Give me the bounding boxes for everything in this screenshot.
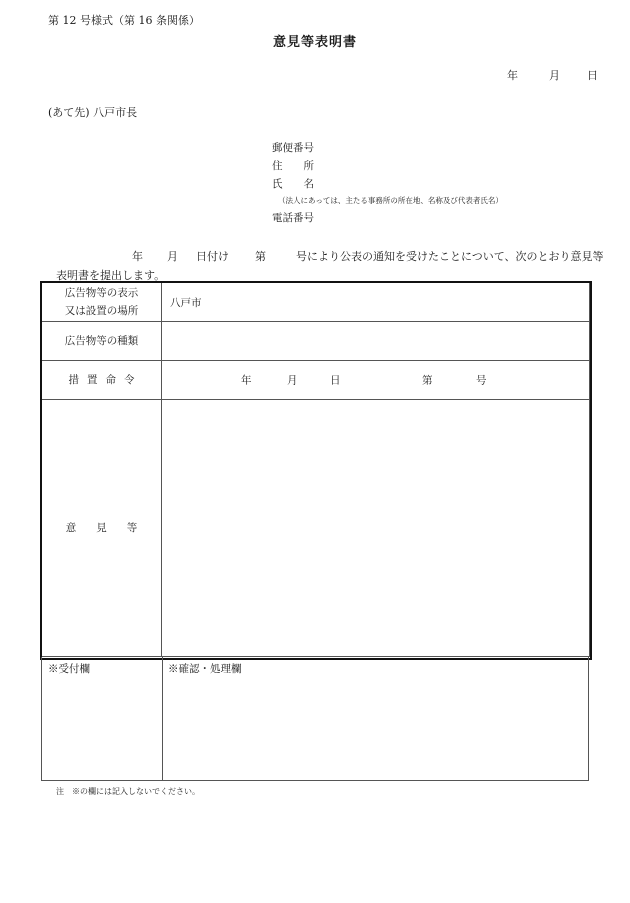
intro-line-2: 表明書を提出します。 xyxy=(56,269,166,282)
addressee: (あて先) 八戸市長 xyxy=(48,106,138,119)
location-row xyxy=(42,283,590,322)
intro-dated: 日付け xyxy=(196,250,229,263)
document-title: 意見等表明書 xyxy=(272,35,357,50)
submission-date xyxy=(507,67,598,83)
order-number-prefix: 第 xyxy=(422,374,433,387)
intro-rest: 号により公表の通知を受けたことについて、次のとおり意見等 xyxy=(296,250,604,263)
order-row xyxy=(42,361,590,400)
type-value-field[interactable] xyxy=(162,322,590,361)
order-number-suffix: 号 xyxy=(476,374,487,387)
office-use-divider xyxy=(162,657,163,780)
postal-code-label: 郵便番号 xyxy=(272,142,314,154)
intro-year: 年 xyxy=(132,250,143,263)
date-day: 日 xyxy=(587,69,598,82)
intro-number-prefix: 第 xyxy=(255,250,266,263)
location-label-line-1: 広告物等の表示 xyxy=(64,287,139,299)
location-value-field[interactable] xyxy=(162,283,590,322)
date-year: 年 xyxy=(507,69,518,82)
opinion-row xyxy=(42,400,590,657)
intro-paragraph xyxy=(56,247,604,285)
applicant-block xyxy=(272,139,503,227)
opinion-value-field[interactable] xyxy=(162,400,590,657)
location-label-cell xyxy=(42,283,162,322)
location-value: 八戸市 xyxy=(170,296,202,309)
office-use-area xyxy=(41,657,589,781)
intro-line-1 xyxy=(56,247,604,266)
type-label: 広告物等の種類 xyxy=(42,322,162,361)
intro-month: 月 xyxy=(167,250,178,263)
form-number: 第 12 号様式（第 16 条関係） xyxy=(48,14,200,27)
type-row xyxy=(42,322,590,361)
phone-label: 電話番号 xyxy=(272,212,314,224)
footnote: 注 ※の欄には記入しないでください。 xyxy=(56,787,200,796)
order-year: 年 xyxy=(241,374,252,387)
order-day: 日 xyxy=(330,374,341,387)
opinion-label: 意見等 xyxy=(42,400,162,657)
name-label: 氏 名 xyxy=(272,178,314,190)
date-month: 月 xyxy=(549,69,560,82)
opinion-form-table xyxy=(41,282,590,657)
order-value-field[interactable] xyxy=(162,361,590,400)
order-label: 措置命令 xyxy=(42,361,162,400)
location-label-line-2: 又は設置の場所 xyxy=(64,305,139,317)
processing-label: ※確認・処理欄 xyxy=(168,663,242,675)
order-month: 月 xyxy=(287,374,298,387)
reception-label: ※受付欄 xyxy=(48,663,90,675)
corporate-note: （法人にあっては、主たる事務所の所在地、名称及び代表者氏名） xyxy=(278,196,503,205)
address-label: 住 所 xyxy=(272,160,314,172)
